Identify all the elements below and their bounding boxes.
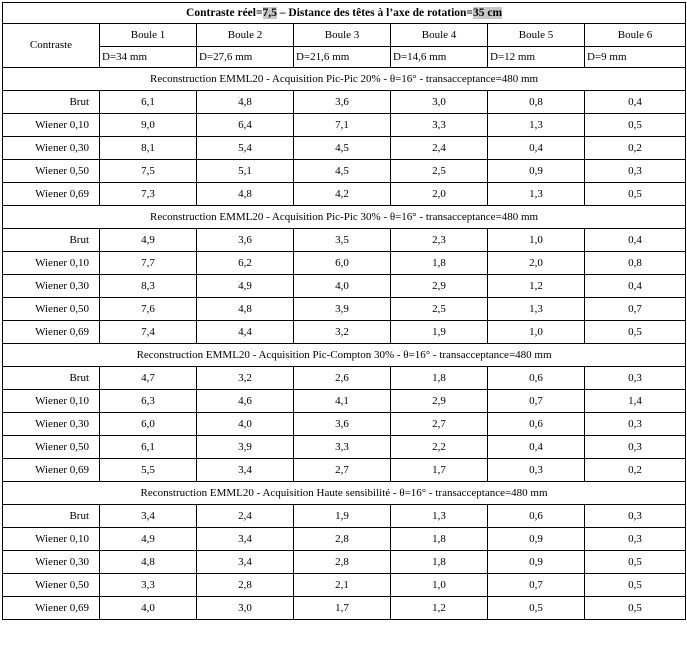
table-cell: 4,1: [294, 390, 391, 413]
table-cell: 1,9: [294, 505, 391, 528]
table-cell: 7,6: [100, 298, 197, 321]
column-header-diameter: D=9 mm: [585, 47, 686, 68]
table-cell: 0,5: [585, 183, 686, 206]
title-row: [3, 3, 686, 24]
table-cell: 4,0: [100, 597, 197, 620]
title-contrast-value: 7,5: [262, 6, 277, 19]
table-cell: 4,0: [197, 413, 294, 436]
table-row: [3, 91, 686, 114]
table-cell: 5,1: [197, 160, 294, 183]
table-cell: 0,8: [488, 91, 585, 114]
table-cell: 1,7: [391, 459, 488, 482]
contrast-table: [2, 2, 686, 620]
table-cell: 3,3: [100, 574, 197, 597]
column-header-name: Boule 3: [294, 24, 391, 47]
row-label: Wiener 0,10: [3, 114, 100, 137]
table-cell: 1,3: [488, 183, 585, 206]
table-cell: 0,3: [585, 436, 686, 459]
table-title: [3, 3, 686, 24]
table-cell: 7,5: [100, 160, 197, 183]
row-label: Wiener 0,30: [3, 551, 100, 574]
row-label: Wiener 0,30: [3, 413, 100, 436]
table-cell: 2,9: [391, 275, 488, 298]
table-cell: 6,2: [197, 252, 294, 275]
row-label: Brut: [3, 229, 100, 252]
table-row: [3, 275, 686, 298]
table-cell: 0,5: [488, 597, 585, 620]
table-cell: 2,1: [294, 574, 391, 597]
table-cell: 4,7: [100, 367, 197, 390]
table-row: [3, 574, 686, 597]
table-cell: 0,4: [585, 91, 686, 114]
table-cell: 3,3: [391, 114, 488, 137]
column-header-diameter: D=27,6 mm: [197, 47, 294, 68]
table-cell: 4,5: [294, 137, 391, 160]
table-cell: 0,4: [585, 229, 686, 252]
table-cell: 6,0: [100, 413, 197, 436]
row-label: Wiener 0,30: [3, 275, 100, 298]
table-cell: 0,9: [488, 551, 585, 574]
table-row: [3, 505, 686, 528]
row-label: Brut: [3, 367, 100, 390]
table-row: [3, 229, 686, 252]
table-cell: 8,1: [100, 137, 197, 160]
table-cell: 5,4: [197, 137, 294, 160]
section-header-row: [3, 206, 686, 229]
table-cell: 6,0: [294, 252, 391, 275]
table-cell: 0,6: [488, 413, 585, 436]
table-cell: 0,4: [585, 275, 686, 298]
column-header-name: Boule 4: [391, 24, 488, 47]
table-cell: 0,4: [488, 137, 585, 160]
row-label: Wiener 0,10: [3, 528, 100, 551]
table-cell: 6,1: [100, 436, 197, 459]
title-middle: – Distance des têtes à l’axe de rotation=: [276, 6, 473, 19]
table-cell: 0,9: [488, 160, 585, 183]
table-cell: 4,9: [100, 229, 197, 252]
table-cell: 4,9: [100, 528, 197, 551]
table-cell: 3,0: [391, 91, 488, 114]
table-cell: 2,3: [391, 229, 488, 252]
table-body: [3, 3, 686, 620]
table-row: [3, 321, 686, 344]
table-cell: 3,0: [197, 597, 294, 620]
table-cell: 2,4: [391, 137, 488, 160]
table-cell: 3,9: [197, 436, 294, 459]
section-title: Reconstruction EMML20 - Acquisition Haute sensibilité - θ=16° - transacceptance=480 mm: [3, 482, 686, 505]
table-cell: 2,2: [391, 436, 488, 459]
table-cell: 5,5: [100, 459, 197, 482]
table-row: [3, 367, 686, 390]
table-cell: 4,4: [197, 321, 294, 344]
table-cell: 1,8: [391, 367, 488, 390]
table-cell: 7,3: [100, 183, 197, 206]
table-cell: 2,8: [294, 528, 391, 551]
table-cell: 0,5: [585, 551, 686, 574]
table-cell: 9,0: [100, 114, 197, 137]
table-cell: 1,3: [391, 505, 488, 528]
table-cell: 0,2: [585, 137, 686, 160]
row-label: Wiener 0,69: [3, 183, 100, 206]
row-label: Wiener 0,10: [3, 390, 100, 413]
column-header-diameter: D=12 mm: [488, 47, 585, 68]
row-label: Wiener 0,30: [3, 137, 100, 160]
table-cell: 1,0: [391, 574, 488, 597]
header-row-names: [3, 24, 686, 47]
table-cell: 2,6: [294, 367, 391, 390]
row-label: Wiener 0,69: [3, 459, 100, 482]
table-cell: 2,5: [391, 160, 488, 183]
table-cell: 1,4: [585, 390, 686, 413]
table-cell: 2,7: [391, 413, 488, 436]
table-cell: 1,3: [488, 114, 585, 137]
table-row: [3, 160, 686, 183]
row-label: Wiener 0,50: [3, 298, 100, 321]
section-title: Reconstruction EMML20 - Acquisition Pic-Pic 30% - θ=16° - transacceptance=480 mm: [3, 206, 686, 229]
table-cell: 6,3: [100, 390, 197, 413]
title-distance-value: 35 cm: [472, 6, 503, 19]
row-label: Brut: [3, 505, 100, 528]
table-cell: 1,9: [391, 321, 488, 344]
table-cell: 1,3: [488, 298, 585, 321]
table-row: [3, 459, 686, 482]
row-label: Wiener 0,10: [3, 252, 100, 275]
section-title: Reconstruction EMML20 - Acquisition Pic-Pic 20% - θ=16° - transacceptance=480 mm: [3, 68, 686, 91]
table-cell: 0,3: [585, 367, 686, 390]
table-row: [3, 183, 686, 206]
table-cell: 2,8: [294, 551, 391, 574]
row-label: Wiener 0,69: [3, 597, 100, 620]
table-cell: 1,2: [391, 597, 488, 620]
table-cell: 0,6: [488, 505, 585, 528]
table-cell: 3,6: [197, 229, 294, 252]
table-cell: 0,6: [488, 367, 585, 390]
table-row: [3, 597, 686, 620]
table-row: [3, 436, 686, 459]
table-cell: 0,2: [585, 459, 686, 482]
table-cell: 3,5: [294, 229, 391, 252]
table-cell: 1,0: [488, 229, 585, 252]
table-cell: 0,7: [488, 390, 585, 413]
table-cell: 3,2: [197, 367, 294, 390]
section-header-row: [3, 482, 686, 505]
section-header-row: [3, 68, 686, 91]
row-label: Brut: [3, 91, 100, 114]
table-cell: 0,3: [488, 459, 585, 482]
table-cell: 1,8: [391, 551, 488, 574]
table-cell: 6,4: [197, 114, 294, 137]
table-cell: 3,9: [294, 298, 391, 321]
column-header-diameter: D=34 mm: [100, 47, 197, 68]
table-cell: 0,7: [585, 298, 686, 321]
table-cell: 0,3: [585, 413, 686, 436]
table-cell: 1,8: [391, 528, 488, 551]
table-cell: 0,5: [585, 114, 686, 137]
table-cell: 7,7: [100, 252, 197, 275]
title-prefix: Contraste réel=: [186, 6, 263, 19]
table-cell: 4,8: [197, 91, 294, 114]
table-cell: 4,8: [100, 551, 197, 574]
row-label: Wiener 0,50: [3, 160, 100, 183]
row-label: Wiener 0,69: [3, 321, 100, 344]
row-label: Wiener 0,50: [3, 574, 100, 597]
table-cell: 4,5: [294, 160, 391, 183]
table-row: [3, 298, 686, 321]
section-header-row: [3, 344, 686, 367]
table-cell: 3,4: [197, 551, 294, 574]
table-cell: 3,2: [294, 321, 391, 344]
table-cell: 0,7: [488, 574, 585, 597]
section-title: Reconstruction EMML20 - Acquisition Pic-Compton 30% - θ=16° - transacceptance=480 mm: [3, 344, 686, 367]
table-cell: 3,3: [294, 436, 391, 459]
column-header-diameter: D=21,6 mm: [294, 47, 391, 68]
table-cell: 0,3: [585, 528, 686, 551]
table-cell: 4,2: [294, 183, 391, 206]
table-row: [3, 252, 686, 275]
table-cell: 0,3: [585, 505, 686, 528]
table-cell: 2,0: [488, 252, 585, 275]
table-cell: 1,0: [488, 321, 585, 344]
table-cell: 0,5: [585, 597, 686, 620]
table-cell: 0,9: [488, 528, 585, 551]
column-header-name: Boule 2: [197, 24, 294, 47]
table-cell: 7,1: [294, 114, 391, 137]
column-header-name: Boule 6: [585, 24, 686, 47]
table-cell: 2,5: [391, 298, 488, 321]
table-cell: 3,6: [294, 91, 391, 114]
table-cell: 2,7: [294, 459, 391, 482]
table-cell: 3,4: [100, 505, 197, 528]
table-cell: 8,3: [100, 275, 197, 298]
header-row-diameters: [3, 47, 686, 68]
table-cell: 2,0: [391, 183, 488, 206]
table-cell: 3,4: [197, 459, 294, 482]
table-row: [3, 114, 686, 137]
table-cell: 1,8: [391, 252, 488, 275]
table-cell: 1,7: [294, 597, 391, 620]
table-cell: 4,9: [197, 275, 294, 298]
table-cell: 3,6: [294, 413, 391, 436]
table-row: [3, 528, 686, 551]
table-cell: 3,4: [197, 528, 294, 551]
column-header-diameter: D=14,6 mm: [391, 47, 488, 68]
document: [2, 2, 686, 620]
table-cell: 0,8: [585, 252, 686, 275]
table-cell: 2,4: [197, 505, 294, 528]
table-cell: 2,9: [391, 390, 488, 413]
column-header-name: Boule 5: [488, 24, 585, 47]
table-cell: 4,8: [197, 298, 294, 321]
table-row: [3, 413, 686, 436]
table-cell: 1,2: [488, 275, 585, 298]
table-row: [3, 390, 686, 413]
table-cell: 4,8: [197, 183, 294, 206]
table-cell: 0,4: [488, 436, 585, 459]
table-cell: 0,5: [585, 321, 686, 344]
row-label: Wiener 0,50: [3, 436, 100, 459]
table-cell: 0,5: [585, 574, 686, 597]
row-label-header: Contraste: [3, 24, 100, 68]
column-header-name: Boule 1: [100, 24, 197, 47]
table-row: [3, 137, 686, 160]
table-cell: 7,4: [100, 321, 197, 344]
table-row: [3, 551, 686, 574]
table-cell: 0,3: [585, 160, 686, 183]
table-cell: 2,8: [197, 574, 294, 597]
table-cell: 4,6: [197, 390, 294, 413]
table-cell: 4,0: [294, 275, 391, 298]
table-cell: 6,1: [100, 91, 197, 114]
